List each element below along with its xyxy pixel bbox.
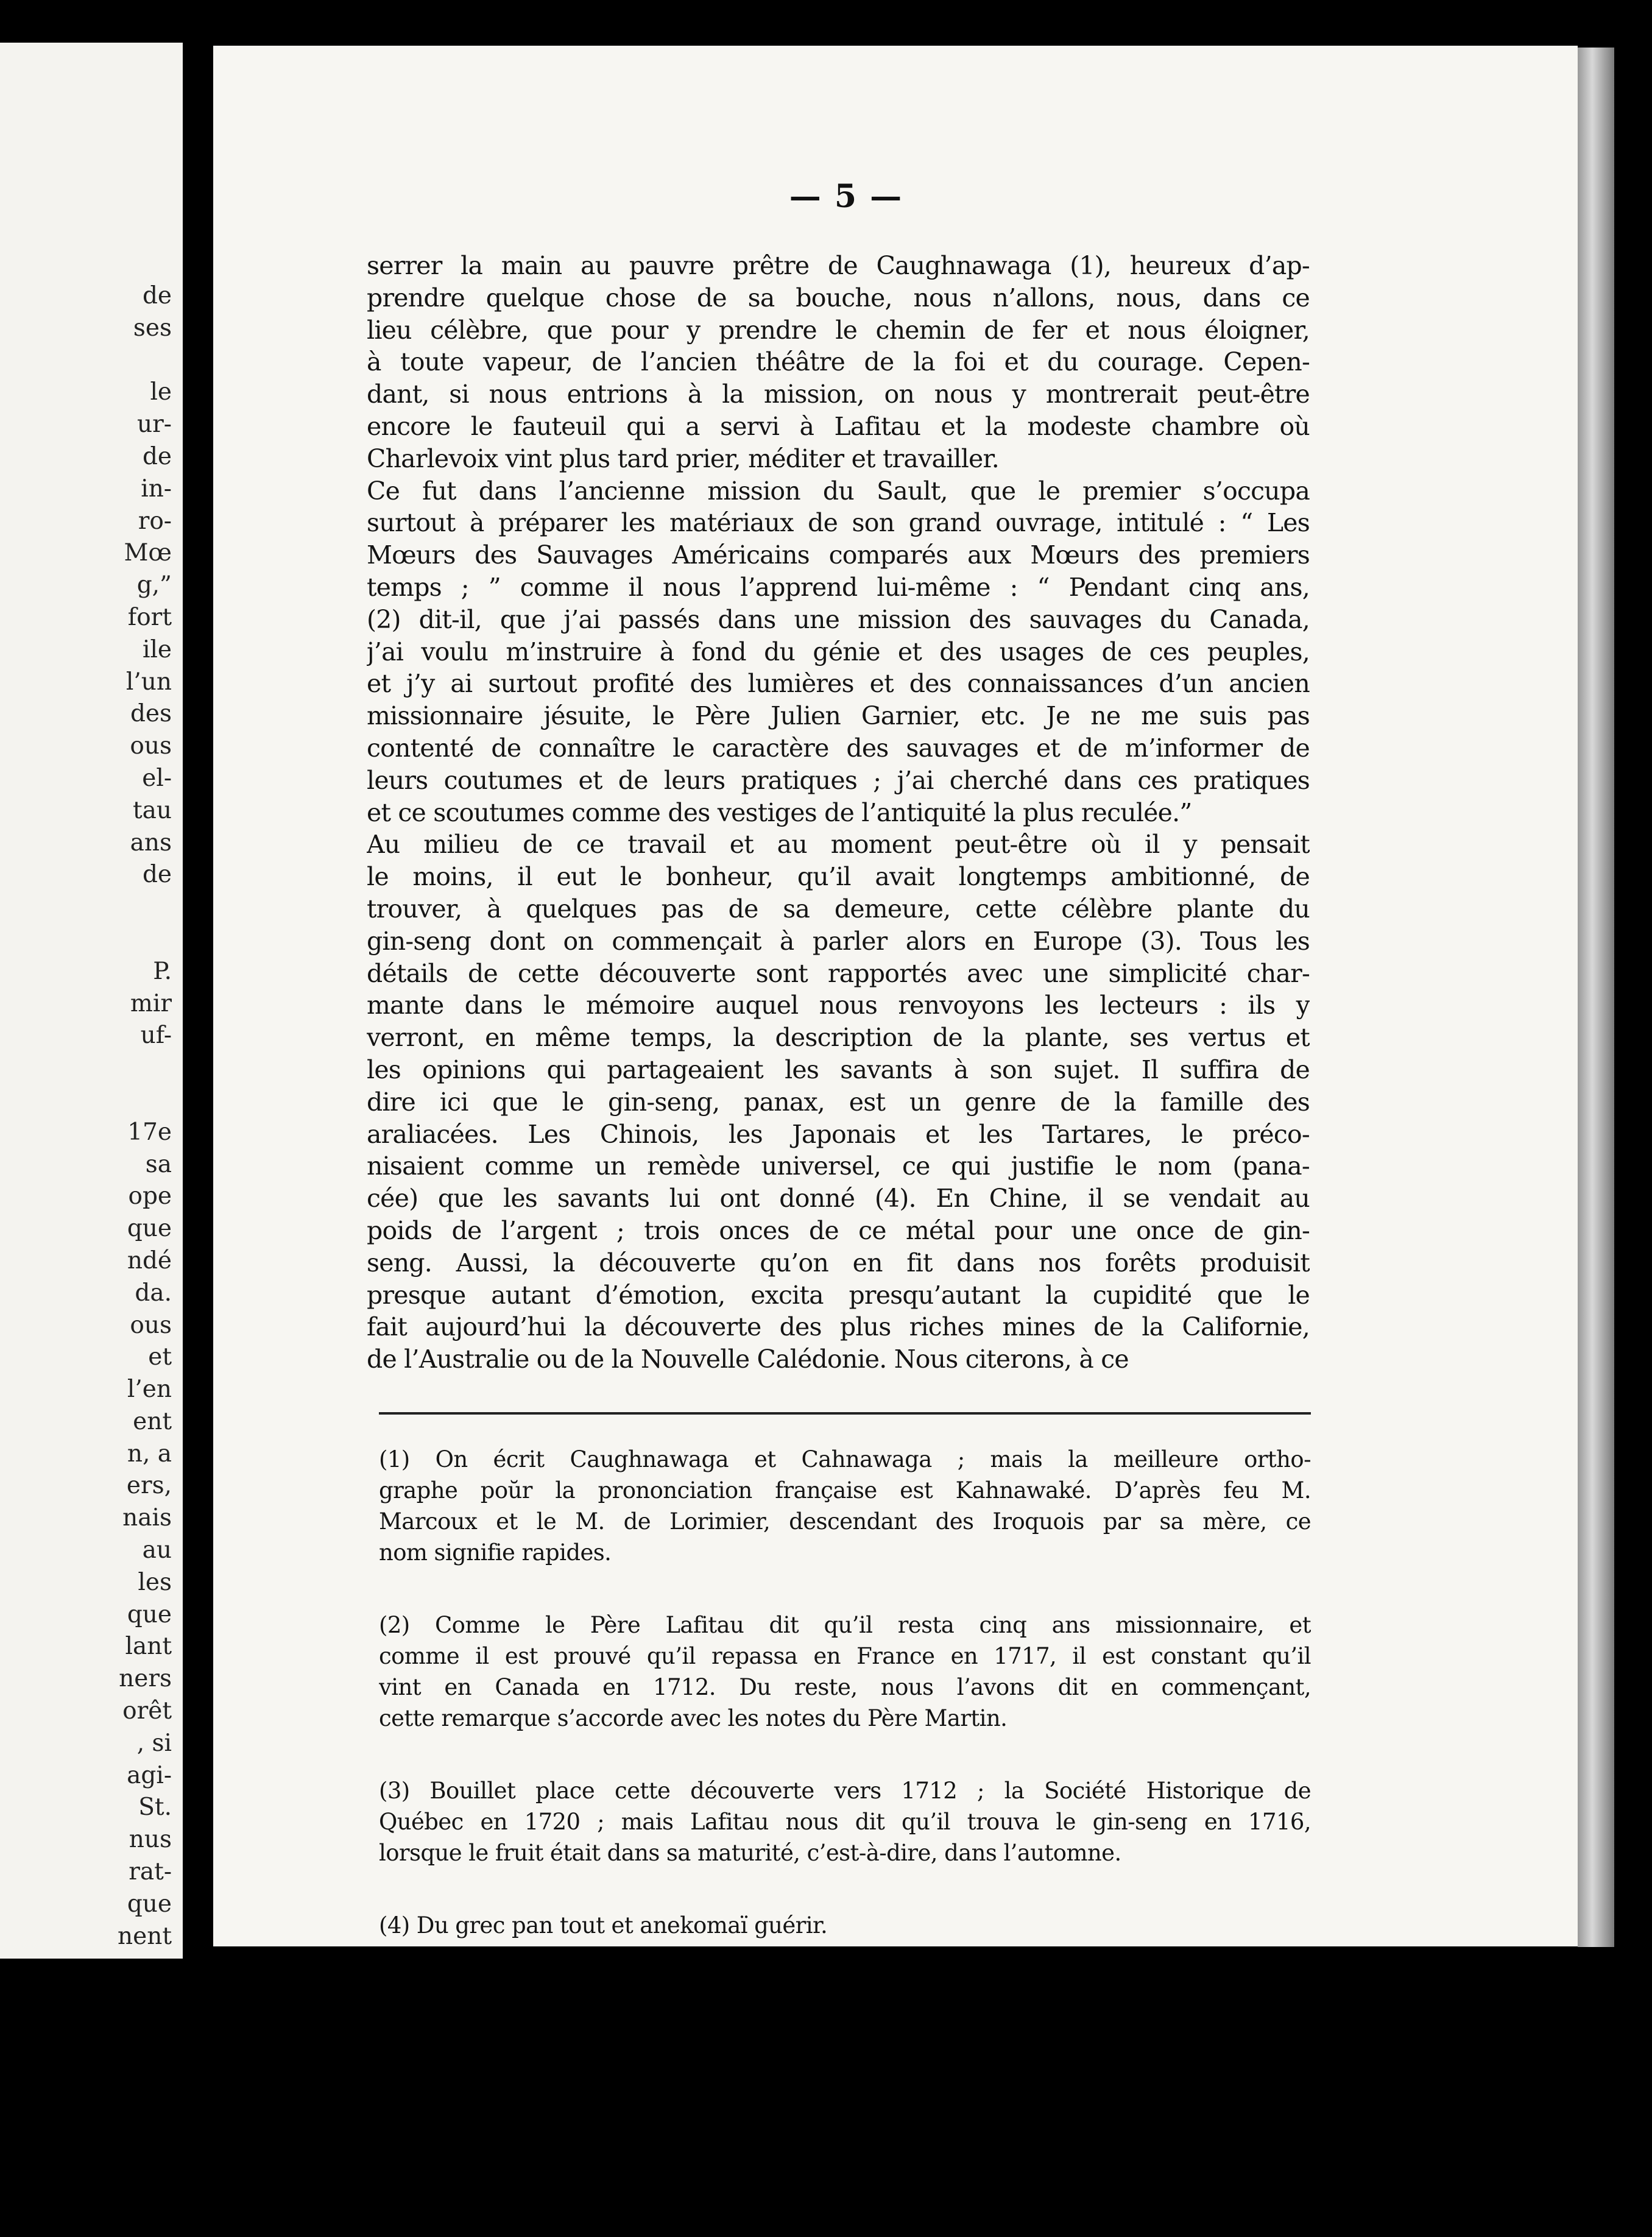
footnote-line: comme il est prouvé qu’il repassa en France en 1717, il est constant qu’il — [379, 1643, 1311, 1669]
footnote-gap — [379, 1568, 1311, 1610]
footnote-line: (2) Comme le Père Lafitau dit qu’il resta cinq ans missionnaire, et — [379, 1612, 1311, 1638]
footnote-line: lorsque le fruit était dans sa maturité, c’est-à-dire, dans l’automne. — [379, 1840, 1121, 1866]
facing-page-line: agi- — [127, 1761, 172, 1789]
text-line: presque autant d’émotion, excita presqu’autant la cupidité que le — [367, 1280, 1310, 1310]
footnote-gap — [379, 1868, 1311, 1910]
text-line: lieu célèbre, que pour y prendre le chemin de fer et nous éloigner, — [367, 315, 1310, 345]
footnote-line: (3) Bouillet place cette découverte vers 1712 ; la Société Historique de — [379, 1778, 1311, 1804]
text-line: serrer la main au pauvre prêtre de Caughnawaga (1), heureux d’ap- — [367, 251, 1310, 280]
facing-page-line — [13, 891, 172, 924]
facing-page-line: St. — [138, 1793, 172, 1822]
facing-page-line: nent — [118, 1922, 172, 1950]
text-line: mante dans le mémoire auquel nous renvoyons les lecteurs : ils y — [367, 991, 1310, 1020]
text-line: et ce scoutumes comme des vestiges de l’antiquité la plus reculée.” — [367, 797, 1192, 827]
text-line: Charlevoix vint plus tard prier, méditer et travailler. — [367, 444, 1000, 473]
facing-page-line: tau — [132, 796, 172, 824]
facing-page-line: el- — [142, 764, 172, 792]
footnote-line: (1) On écrit Caughnawaga et Cahnawaga ; mais la meilleure ortho- — [379, 1446, 1311, 1472]
facing-page-line: l’un — [125, 668, 172, 696]
text-line: fait aujourd’hui la découverte des plus riches mines de la Californie, — [367, 1312, 1310, 1342]
facing-page-line: n, a — [127, 1440, 172, 1468]
text-line: cée) que les savants lui ont donné (4). En Chine, il se vendait au — [367, 1184, 1310, 1214]
facing-page-line: P. — [153, 957, 172, 985]
text-line: gin-seng dont on commençait à parler alors en Europe (3). Tous les — [367, 926, 1310, 956]
facing-page-line: que — [127, 1600, 172, 1628]
facing-page-line: da. — [135, 1279, 172, 1307]
facing-page-line: de — [142, 282, 172, 309]
text-line: seng. Aussi, la découverte qu’on en fit dans nos forêts produisit — [367, 1248, 1310, 1278]
facing-page-line: g,” — [136, 571, 172, 599]
facing-page-line: ro- — [138, 507, 172, 535]
facing-page-line: lant — [125, 1633, 172, 1661]
page-number: — 5 — — [789, 178, 903, 215]
facing-page-line: fort — [127, 603, 172, 631]
footnote-2 — [379, 1610, 1311, 1734]
text-line: verront, en même temps, la description de la plante, ses vertus et — [367, 1023, 1310, 1053]
facing-page-line — [13, 924, 172, 956]
facing-page-line: le — [150, 378, 172, 406]
text-line: surtout à préparer les matériaux de son grand ouvrage, intitulé : “ Les — [367, 508, 1310, 538]
text-line: nisaient comme un remède universel, ce qui justifie le nom (pana- — [367, 1151, 1310, 1181]
facing-page-line: ous — [130, 1311, 172, 1339]
facing-page-line — [13, 1084, 172, 1117]
footnote-line: graphe poŭr la prononciation française est Kahnawaké. D’après feu M. — [379, 1477, 1311, 1504]
text-line: de l’Australie ou de la Nouvelle Calédonie. Nous citerons, à ce — [367, 1345, 1129, 1374]
facing-page-line: ses — [133, 314, 172, 342]
text-line: contenté de connaître le caractère des sauvages et de m’informer de — [367, 733, 1310, 763]
facing-page-line: ans — [130, 829, 172, 857]
facing-page-line: in- — [141, 475, 172, 503]
text-line: dire ici que le gin-seng, panax, est un genre de la famille des — [367, 1087, 1310, 1117]
facing-page-line: uf- — [140, 1022, 172, 1050]
footnote-line: cette remarque s’accorde avec les notes du Père Martin. — [379, 1705, 1008, 1731]
text-line: (2) dit-il, que j’ai passés dans une mission des sauvages du Canada, — [367, 604, 1310, 634]
facing-page-line: ile — [142, 635, 172, 663]
facing-page-line: ur- — [137, 411, 172, 439]
facing-page-line: l’en — [127, 1376, 172, 1404]
text-line: leurs coutumes et de leurs pratiques ; j’ai cherché dans ces pratiques — [367, 765, 1310, 795]
text-line: prendre quelque chose de sa bouche, nous n’allons, nous, dans ce — [367, 283, 1310, 313]
facing-page-line: et — [148, 1343, 172, 1371]
facing-page-line: ners — [119, 1665, 172, 1693]
facing-page-line: sa — [145, 1150, 172, 1178]
facing-page-fragment — [0, 43, 183, 1959]
footnote-line: nom signifie rapides. — [379, 1539, 612, 1566]
footnote-1 — [379, 1444, 1311, 1568]
facing-page-line: , si — [136, 1729, 172, 1757]
footnote-3 — [379, 1775, 1311, 1868]
footnote-gap — [379, 1734, 1311, 1775]
text-line: missionnaire jésuite, le Père Julien Garnier, etc. Je ne me suis pas — [367, 701, 1310, 731]
text-line: Ce fut dans l’ancienne mission du Sault, que le premier s’occupa — [367, 476, 1310, 506]
facing-page-line: les — [138, 1568, 172, 1596]
footnote-line: (4) Du grec pan tout et anekomaï guérir. — [379, 1912, 828, 1938]
footnote-4 — [379, 1910, 1311, 1941]
text-line: j’ai voulu m’instruire à fond du génie et des usages de ces peuples, — [367, 637, 1310, 666]
facing-page-line: ent — [133, 1407, 172, 1435]
facing-page-line: mir — [130, 989, 172, 1017]
facing-page-line: orêt — [122, 1697, 172, 1725]
text-line: encore le fauteuil qui a servi à Lafitau et la modeste chambre où — [367, 411, 1310, 441]
text-line: Au milieu de ce travail et au moment peut-être où il y pensait — [367, 830, 1310, 860]
footnotes — [379, 1444, 1311, 1941]
text-line: dant, si nous entrions à la mission, on nous y montrerait peut-être — [367, 380, 1310, 409]
text-line: Mœurs des Sauvages Américains comparés aux Mœurs des premiers — [367, 540, 1310, 570]
facing-page-line: que — [127, 1890, 172, 1918]
facing-page-line: ope — [128, 1182, 172, 1210]
facing-page-line — [13, 345, 172, 377]
facing-page-line: au — [142, 1536, 172, 1564]
text-line: et j’y ai surtout profité des lumières et des connaissances d’un ancien — [367, 669, 1310, 699]
footnote-rule — [379, 1412, 1311, 1415]
facing-page-line: ous — [130, 732, 172, 760]
text-line: poids de l’argent ; trois onces de ce métal pour une once de gin- — [367, 1215, 1310, 1245]
text-line: trouver, à quelques pas de sa demeure, cette célèbre plante du — [367, 894, 1310, 924]
facing-page-line: de — [142, 442, 172, 470]
footnote-line: vint en Canada en 1712. Du reste, nous l’avons dit en commençant, — [379, 1674, 1311, 1700]
text-line: les opinions qui partageaient les savants à son sujet. Il suffira de — [367, 1055, 1310, 1084]
facing-page-line: 17e — [127, 1118, 172, 1146]
facing-page-line: Mœ — [124, 539, 172, 567]
text-line: à toute vapeur, de l’ancien théâtre de la foi et du courage. Cepen- — [367, 347, 1310, 377]
footnote-line: Québec en 1720 ; mais Lafitau nous dit qu’il trouva le gin-seng en 1716, — [379, 1809, 1311, 1835]
text-line: le moins, il eut le bonheur, qu’il avait longtemps ambitionné, de — [367, 862, 1310, 892]
facing-page-line: nus — [129, 1826, 172, 1854]
footnote-line: Marcoux et le M. de Lorimier, descendant des Iroquois par sa mère, ce — [379, 1508, 1311, 1535]
page-edge — [1578, 48, 1614, 1947]
facing-page-line: que — [127, 1215, 172, 1243]
text-line: détails de cette découverte sont rapportés avec une simplicité char- — [367, 958, 1310, 988]
facing-page-text — [13, 280, 172, 1953]
facing-page-line: nais — [122, 1504, 172, 1532]
text-line: araliacées. Les Chinois, les Japonais et les Tartares, le préco- — [367, 1119, 1310, 1149]
facing-page-line: de — [142, 861, 172, 889]
facing-page-line — [13, 1052, 172, 1084]
facing-page-line: ndé — [127, 1246, 172, 1274]
body-text — [367, 250, 1310, 1376]
facing-page-line: rat- — [129, 1858, 172, 1886]
facing-page-line: des — [130, 700, 172, 728]
facing-page-line: ers, — [126, 1472, 172, 1500]
text-line: temps ; ” comme il nous l’apprend lui-même : “ Pendant cinq ans, — [367, 572, 1310, 602]
